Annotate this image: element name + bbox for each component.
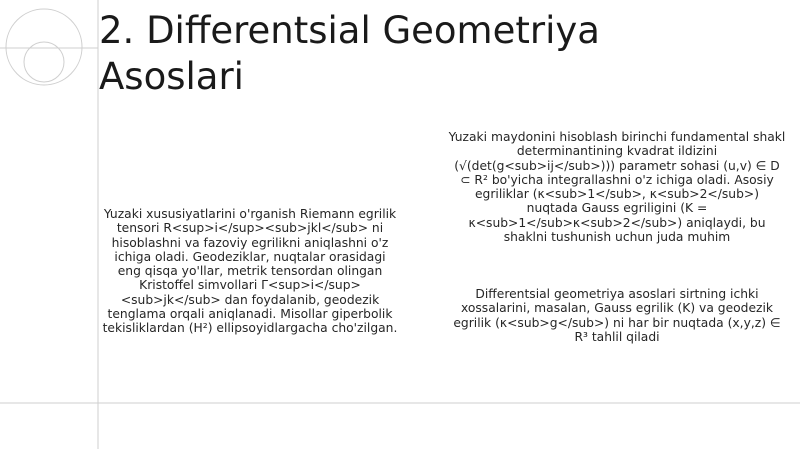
right-text-block-1: Yuzaki maydonini hisoblash birinchi fundamental shakl determinantining kvadrat ildizini (√(det(g<sub>ij</sub>))) parametr sohasi (u,v) ∈ D ⊂ R² bo'yicha integrallashni o'z ichiga oladi. Asosiy egriliklar (κ<sub>1</sub>, κ<sub>2</sub>) nuqtada Gauss egriligini (K = κ<sub>1</sub>κ<sub>2</sub>) aniqlaydi, bu shaklni tushunish uchun juda muhim: [448, 130, 786, 245]
deco-circle-large: [6, 9, 82, 85]
title-line-1: 2. Differentsial Geometriya: [99, 9, 600, 52]
page-title: [99, 8, 779, 100]
left-text-block: Yuzaki xususiyatlarini o'rganish Riemann egrilik tensori R<sup>i</sup><sub>jkl</sub> ni hisoblashni va fazoviy egrilikni aniqlashni o'z ichiga oladi. Geodeziklar, nuqtalar orasidagi eng qisqa yo'llar, metrik tensordan olingan Kristoffel simvollari Γ<sup>i</sup><sub>jk</sub> dan foydalanib, geodezik tenglama orqali aniqlanadi. Misollar giperbolik tekisliklardan (H²) ellipsoyidlargacha cho'zilgan.: [102, 207, 398, 336]
title-line-2: Asoslari: [99, 55, 244, 98]
right-text-block-2: Differentsial geometriya asoslari sirtning ichki xossalarini, masalan, Gauss egrilik (K) va geodezik egrilik (κ<sub>g</sub>) ni har bir nuqtada (x,y,z) ∈ R³ tahlil qiladi: [453, 287, 781, 344]
